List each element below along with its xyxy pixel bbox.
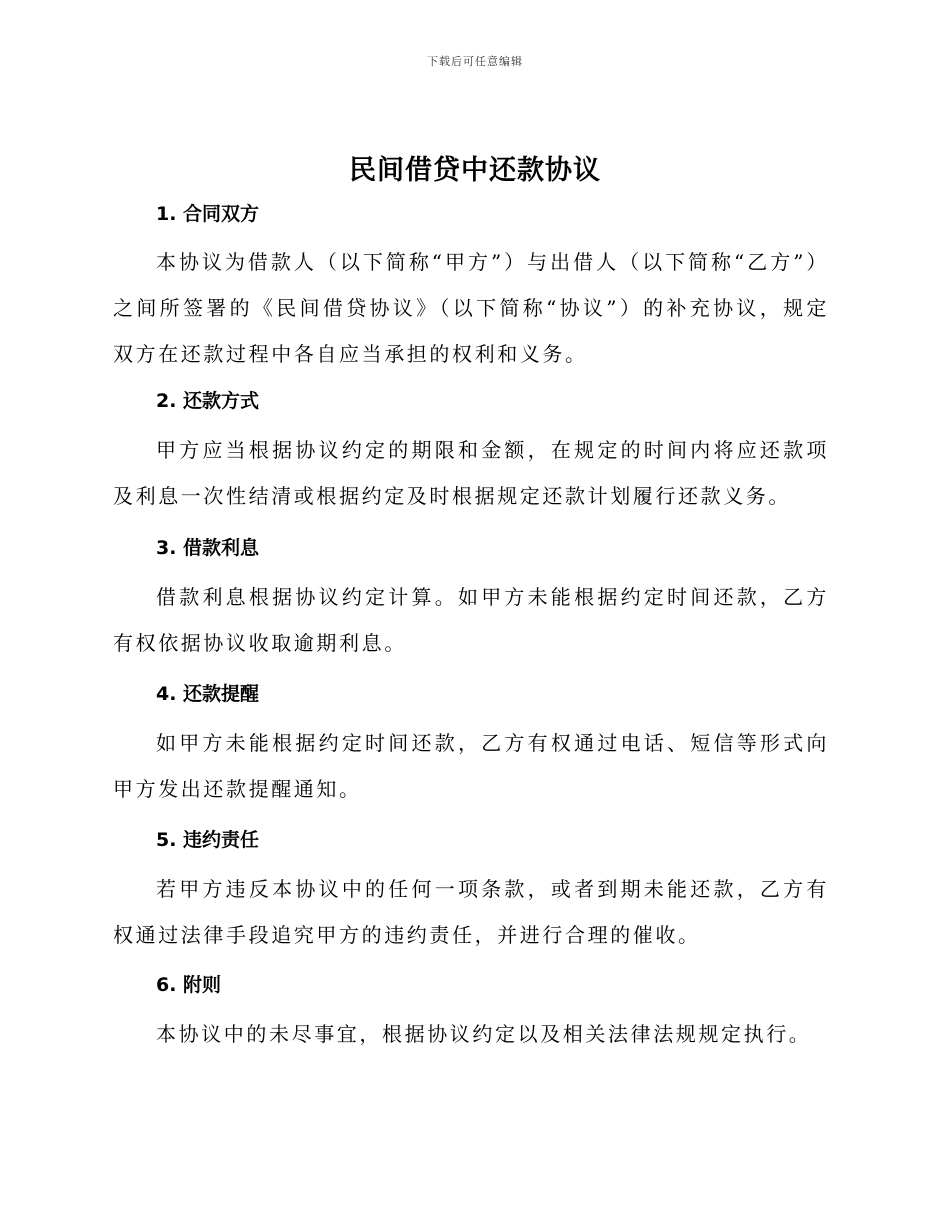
section-heading-supplementary: 6. 附则 — [156, 974, 222, 996]
section-body-repayment-method: 甲方应当根据协议约定的期限和金额，在规定的时间内将应还款项及利息一次性结清或根据约定及时根据规定还款计划履行还款义务。 — [113, 438, 829, 508]
section-heading-loan-interest: 3. 借款利息 — [156, 537, 260, 559]
section-body-breach-liability: 若甲方违反本协议中的任何一项条款，或者到期未能还款，乙方有权通过法律手段追究甲方的违约责任，并进行合理的催收。 — [113, 877, 829, 947]
section-body-parties: 本协议为借款人（以下简称“甲方”）与出借人（以下简称“乙方”）之间所签署的《民间借贷协议》（以下简称“协议”）的补充协议，规定双方在还款过程中各自应当承担的权利和义务。 — [113, 250, 829, 366]
section-heading-repayment-method: 2. 还款方式 — [156, 390, 260, 412]
section-heading-parties: 1. 合同双方 — [156, 203, 260, 225]
page-header-note: 下载后可任意编辑 — [427, 55, 523, 68]
section-body-supplementary: 本协议中的未尽事宜，根据协议约定以及相关法律法规规定执行。 — [156, 1022, 812, 1046]
section-heading-repayment-reminder: 4. 还款提醒 — [156, 683, 260, 705]
section-heading-breach-liability: 5. 违约责任 — [156, 829, 260, 851]
section-body-repayment-reminder: 如甲方未能根据约定时间还款，乙方有权通过电话、短信等形式向甲方发出还款提醒通知。 — [113, 731, 829, 801]
document-title: 民间借贷中还款协议 — [349, 155, 601, 186]
section-body-loan-interest: 借款利息根据协议约定计算。如甲方未能根据约定时间还款，乙方有权依据协议收取逾期利息。 — [113, 585, 829, 655]
